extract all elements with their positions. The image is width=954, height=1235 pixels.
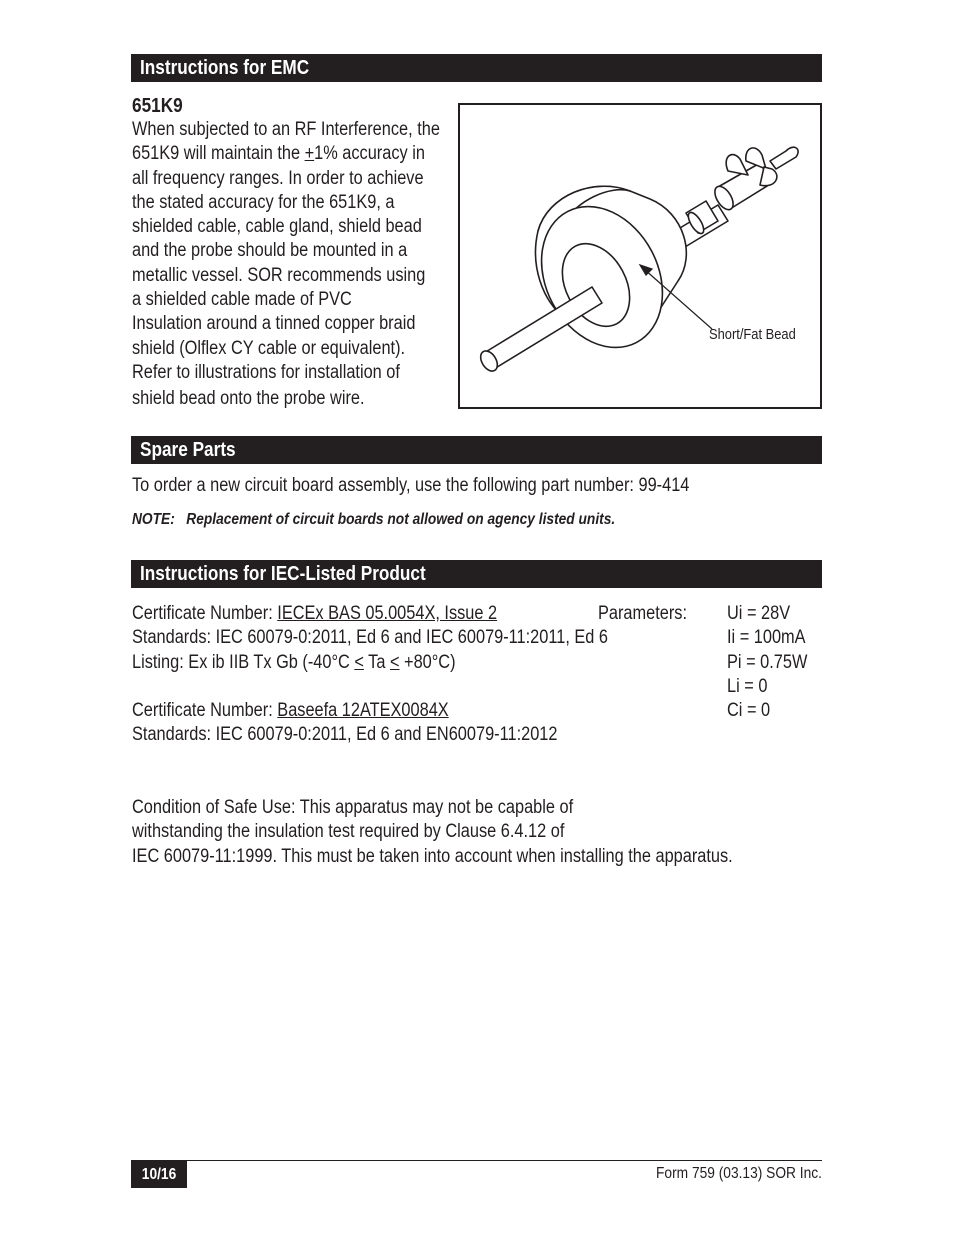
emc-line: 651K9 will maintain the +1% accuracy in: [132, 143, 425, 165]
note-label: NOTE:: [132, 511, 175, 528]
cert1-line: Certificate Number: IECEx BAS 05.0054X, Issue 2: [132, 603, 498, 624]
emc-body-text: [132, 118, 490, 412]
form-number: Form 759 (03.13) SOR Inc.: [656, 1165, 822, 1182]
emc-line: Insulation around a tinned copper braid: [132, 313, 416, 335]
param-ui: Ui = 28V: [727, 603, 791, 624]
emc-line: Refer to illustrations for installation of: [132, 361, 400, 383]
iec-section-header: Instructions for IEC-Listed Product: [131, 560, 822, 588]
standards2-line: Standards: IEC 60079-0:2011, Ed 6 and EN60079-11:2012: [132, 724, 558, 746]
listing-line: Listing: Ex ib IIB Tx Gb (-40°C < Ta < +80°C): [132, 651, 456, 673]
footer-rule: [131, 1160, 822, 1161]
emc-line: When subjected to an RF Interference, the: [132, 119, 440, 140]
plus-minus-symbol: +: [304, 143, 315, 165]
cert2-line: Certificate Number: Baseefa 12ATEX0084X: [132, 700, 449, 722]
emc-line: shield (Olflex CY cable or equivalent).: [132, 337, 406, 359]
condition-of-safe-use: Condition of Safe Use: This apparatus may not be capable of withstanding the insulation test required by Clause 6.4.12 of IEC 60079-11:1999. This must be taken into account when installing the apparatus.: [132, 797, 733, 867]
emc-line: metallic vessel. SOR recommends using: [132, 264, 426, 286]
emc-line: and the probe should be mounted in a: [132, 240, 408, 262]
emc-line: shielded cable, cable gland, shield bead: [132, 216, 422, 238]
spare-parts-section-header: Spare Parts: [131, 436, 822, 464]
figure-caption: Short/Fat Bead: [709, 326, 796, 343]
parameters-list: [727, 602, 820, 723]
spare-parts-note: [132, 508, 694, 532]
model-heading: 651K9: [132, 95, 183, 117]
cert2-number: Baseefa 12ATEX0084X: [277, 700, 449, 722]
standards1-line: Standards: IEC 60079-0:2011, Ed 6 and IEC 60079-11:2011, Ed 6: [132, 627, 609, 649]
page-number: 10/16: [131, 1161, 187, 1188]
param-pi: Pi = 0.75W: [727, 651, 808, 673]
shield-bead-figure: [458, 103, 822, 409]
param-ii: Ii = 100mA: [727, 627, 806, 649]
emc-section-header: Instructions for EMC: [131, 54, 822, 82]
spare-parts-text: To order a new circuit board assembly, use the following part number: 99-414: [132, 475, 690, 496]
note-text: Replacement of circuit boards not allowed on agency listed units.: [186, 511, 616, 528]
emc-line: shield bead onto the probe wire.: [132, 388, 365, 410]
param-li: Li = 0: [727, 675, 768, 697]
emc-line: a shielded cable made of PVC: [132, 289, 352, 311]
cert1-number: IECEx BAS 05.0054X, Issue 2: [277, 603, 498, 624]
emc-line: all frequency ranges. In order to achieve: [132, 167, 424, 189]
probe-bead-illustration: [460, 105, 820, 407]
param-ci: Ci = 0: [727, 700, 771, 722]
parameters-label: Parameters:: [598, 603, 687, 624]
emc-line: the stated accuracy for the 651K9, a: [132, 191, 395, 213]
